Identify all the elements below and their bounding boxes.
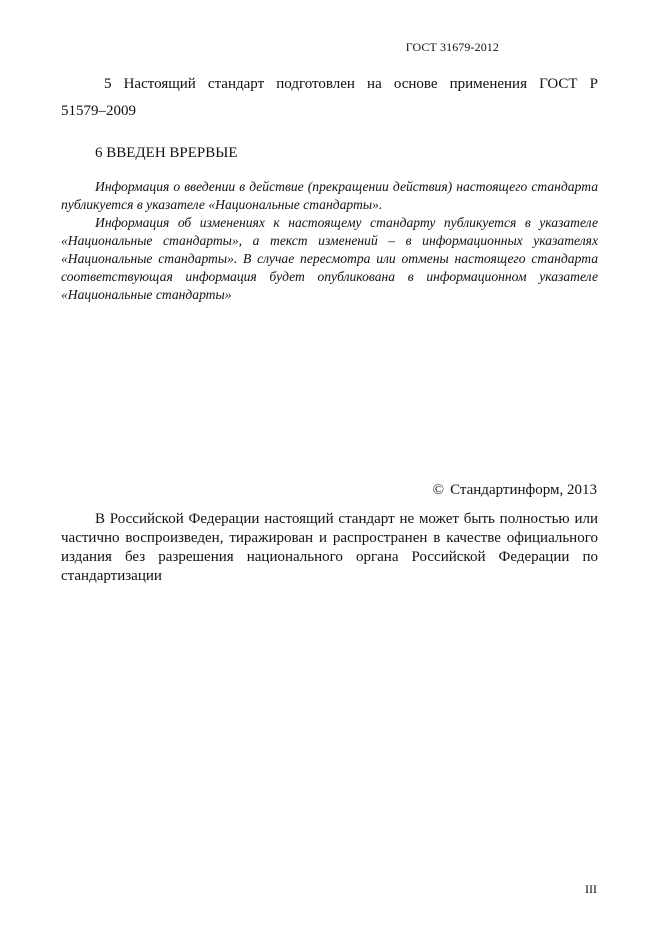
reproduction-rights-notice: В Российской Федерации настоящий стандарт не может быть полностью или частично воспроизведен, тиражирован и распространен в качестве официального издания без разрешения национального органа Российской Федерации по стандартизации: [61, 511, 598, 584]
copyright-line: [433, 482, 597, 499]
info-block: [61, 178, 598, 304]
section-6-heading: 6 ВВЕДЕН ВРЕРВЫЕ: [95, 145, 238, 161]
copyright-holder: Стандартинформ, 2013: [450, 482, 597, 498]
document-code-header: ГОСТ 31679-2012: [405, 40, 499, 54]
section-5-paragraph: [61, 71, 598, 125]
page-number: III: [585, 882, 597, 896]
section-5-line-2: 51579–2009: [61, 103, 136, 119]
section-5-line-1: 5 Настоящий стандарт подготовлен на основе применения ГОСТ Р: [104, 76, 598, 92]
info-paragraph-changes: Информация об изменениях к настоящему стандарту публикуется в указателе «Национальные стандарты», а текст изменений – в информационных указателях «Национальные стандарты». В случае пересмотра или отмены настоящего стандарта соответствующая информация будет опубликована в информационном указателе «Национальные стандарты»: [61, 215, 598, 302]
info-paragraph-enactment: Информация о введении в действие (прекращении действия) настоящего стандарта публикуется в указателе «Национальные стандарты».: [61, 179, 598, 212]
copyright-symbol: ©: [432, 482, 445, 498]
